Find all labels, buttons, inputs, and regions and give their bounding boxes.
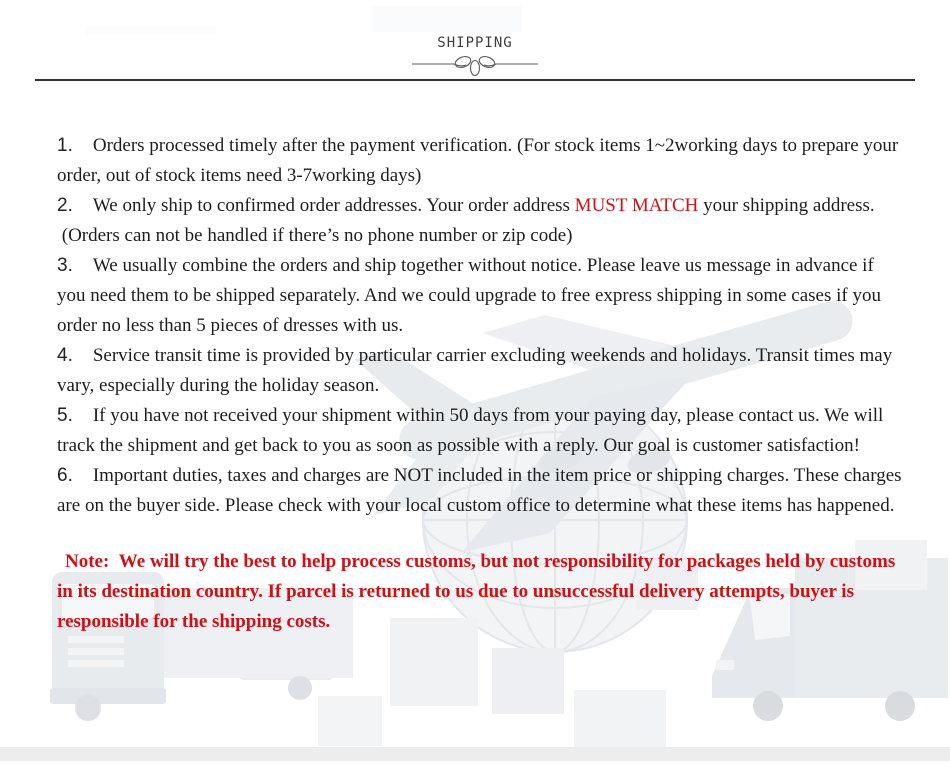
shipping-terms-list bbox=[0, 81, 950, 637]
term-text: Important duties, taxes and charges are NOT included in the item price or shipping charges. These charges are on the buyer side. Please check with your local custom office to determine what these items has happened. bbox=[57, 465, 902, 516]
must-match-highlight: MUST MATCH bbox=[574, 195, 699, 216]
term-text: your shipping address. (Orders can not be handled if there’s no phone number or zip code) bbox=[57, 195, 875, 246]
customs-note: Note: We will try the best to help process customs, but not responsibility for packages held by customs in its destination country. If parcel is returned to us due to unsuccessful delivery attempts, buyer is responsible for the shipping costs. bbox=[57, 551, 896, 632]
term-item-4 bbox=[57, 341, 902, 401]
term-item-3 bbox=[57, 251, 902, 341]
term-item-1 bbox=[57, 131, 902, 191]
term-number: 2. bbox=[57, 195, 73, 216]
term-item-2 bbox=[57, 191, 902, 251]
term-number: 6. bbox=[57, 465, 73, 486]
term-item-6 bbox=[57, 461, 902, 521]
section-title: SHIPPING bbox=[437, 35, 513, 51]
section-header bbox=[0, 0, 950, 81]
term-number: 1. bbox=[57, 135, 73, 156]
term-text: We usually combine the orders and ship together without notice. Please leave us message in advance if you need them to be shipped separately. And we could upgrade to free express shipping in some cases if you order no less than 5 pieces of dresses with us. bbox=[57, 255, 881, 336]
term-text: Service transit time is provided by particular carrier excluding weekends and holidays. Transit times may vary, especially during the holiday season. bbox=[57, 345, 893, 396]
term-text: Orders processed timely after the payment verification. (For stock items 1~2working days to prepare your order, out of stock items need 3-7working days) bbox=[57, 135, 899, 186]
flourish-ornament-icon bbox=[0, 53, 950, 77]
term-text: If you have not received your shipment within 50 days from your paying day, please contact us. We will track the shipment and get back to you as soon as possible with a reply. Our goal is customer satisfaction! bbox=[57, 405, 884, 456]
term-text: We only ship to confirmed order addresses. Your order address bbox=[92, 195, 575, 216]
term-number: 5. bbox=[57, 405, 73, 426]
term-number: 4. bbox=[57, 345, 73, 366]
bottom-strip bbox=[0, 747, 950, 761]
term-item-5 bbox=[57, 401, 902, 461]
term-number: 3. bbox=[57, 255, 73, 276]
